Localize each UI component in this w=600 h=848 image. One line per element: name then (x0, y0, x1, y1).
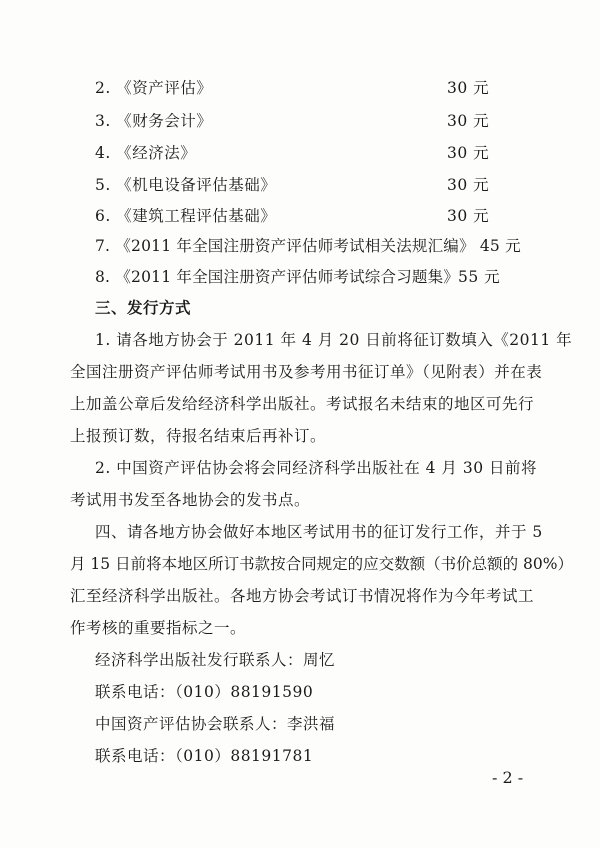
book-price: 30 元 (447, 207, 490, 225)
book-item: 3. 《财务会计》 (95, 112, 213, 130)
book-item: 6. 《建筑工程评估基础》 (95, 207, 277, 225)
book-price: 30 元 (447, 112, 490, 130)
book-item: 5. 《机电设备评估基础》 (95, 176, 277, 194)
paragraph-line: 考试用书发至各地协会的发书点。 (70, 491, 311, 509)
book-price: 55 元 (458, 268, 501, 286)
paragraph-line: 2. 中国资产评估协会将会同经济科学出版社在 4 月 30 日前将 (95, 459, 538, 477)
paragraph-line: 上报预订数，待报名结束后再补订。 (70, 427, 327, 445)
book-price: 30 元 (447, 144, 490, 162)
contact-line: 联系电话：（010）88191781 (95, 747, 314, 765)
contact-line: 中国资产评估协会联系人：李洪福 (95, 715, 336, 733)
page-number: - 2 - (492, 768, 524, 787)
book-item: 4. 《经济法》 (95, 144, 197, 162)
paragraph-line: 月 15 日前将本地区所订书款按合同规定的应交数额（书价总额的 80%） (70, 555, 573, 573)
book-item: 8. 《2011 年全国注册资产评估师考试综合习题集》 (95, 268, 459, 286)
section-heading: 三、发行方式 (95, 298, 192, 317)
paragraph-line: 1. 请各地方协会于 2011 年 4 月 20 日前将征订数填入《2011 年 (95, 331, 573, 349)
contact-line: 联系电话：（010）88191590 (95, 683, 314, 701)
book-price: 30 元 (447, 176, 490, 194)
paragraph-line: 汇至经济科学出版社。各地方协会考试订书情况将作为今年考试工 (70, 587, 535, 605)
paragraph-line: 全国注册资产评估师考试用书及参考用书征订单》（见附表）并在表 (70, 363, 543, 381)
paragraph-line: 四、请各地方协会做好本地区考试用书的征订发行工作，并于 5 (95, 523, 543, 541)
book-item: 2. 《资产评估》 (95, 79, 213, 97)
book-item: 7. 《2011 年全国注册资产评估师考试相关法规汇编》 45 元 (95, 237, 521, 255)
paragraph-line: 作考核的重要指标之一。 (70, 619, 247, 637)
book-price: 30 元 (447, 79, 490, 97)
paragraph-line: 上加盖公章后发给经济科学出版社。考试报名未结束的地区可先行 (70, 395, 535, 413)
contact-line: 经济科学出版社发行联系人：周忆 (95, 651, 336, 669)
